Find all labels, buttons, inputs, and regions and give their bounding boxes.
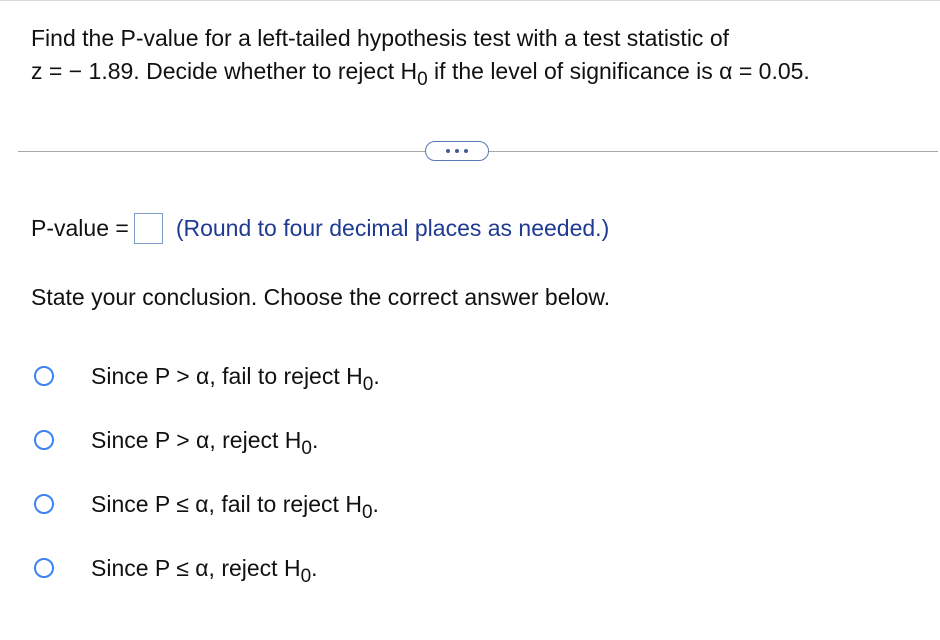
option-text: Since P > α, fail to reject H [91,363,363,389]
option-period: . [311,427,319,453]
top-border [0,0,940,1]
option-subscript: 0 [300,566,312,587]
question-line-2 [31,55,921,88]
option-period: . [311,555,318,581]
expand-more-button[interactable] [425,141,489,161]
ellipsis-icon [455,149,459,153]
option-label [91,551,318,585]
option-label [91,359,380,393]
option-text: Since P ≤ α, fail to reject H [91,491,362,517]
option-period: . [373,363,380,389]
radio-button[interactable] [34,494,54,514]
radio-button[interactable] [34,430,54,450]
option-period: . [372,491,379,517]
conclusion-option-1[interactable] [34,356,380,396]
ellipsis-icon [464,149,468,153]
radio-button[interactable] [34,558,54,578]
question-line-2-start: z = − 1.89. Decide whether to reject H [31,58,418,84]
null-hypothesis-subscript: 0 [417,69,428,90]
option-subscript: 0 [301,438,312,459]
conclusion-option-2[interactable] [34,420,318,460]
radio-button[interactable] [34,366,54,386]
option-subscript: 0 [362,374,374,395]
option-subscript: 0 [361,502,373,523]
pvalue-input[interactable] [134,213,163,244]
option-label [91,487,379,521]
conclusion-option-3[interactable] [34,484,379,524]
ellipsis-icon [446,149,450,153]
rounding-hint: (Round to four decimal places as needed.) [175,215,610,241]
conclusion-instruction: State your conclusion. Choose the correct answer below. [31,284,611,310]
pvalue-row [31,211,609,245]
conclusion-option-4[interactable] [34,548,318,588]
option-label [91,423,318,457]
question-line-2-end: if the level of significance is α = 0.05. [427,58,810,84]
question-line-1: Find the P-value for a left-tailed hypothesis test with a test statistic of [31,25,729,51]
question-text [31,22,921,88]
option-text: Since P > α, reject H [91,427,302,453]
pvalue-label: P-value = [31,215,129,241]
option-text: Since P ≤ α, reject H [91,555,301,581]
